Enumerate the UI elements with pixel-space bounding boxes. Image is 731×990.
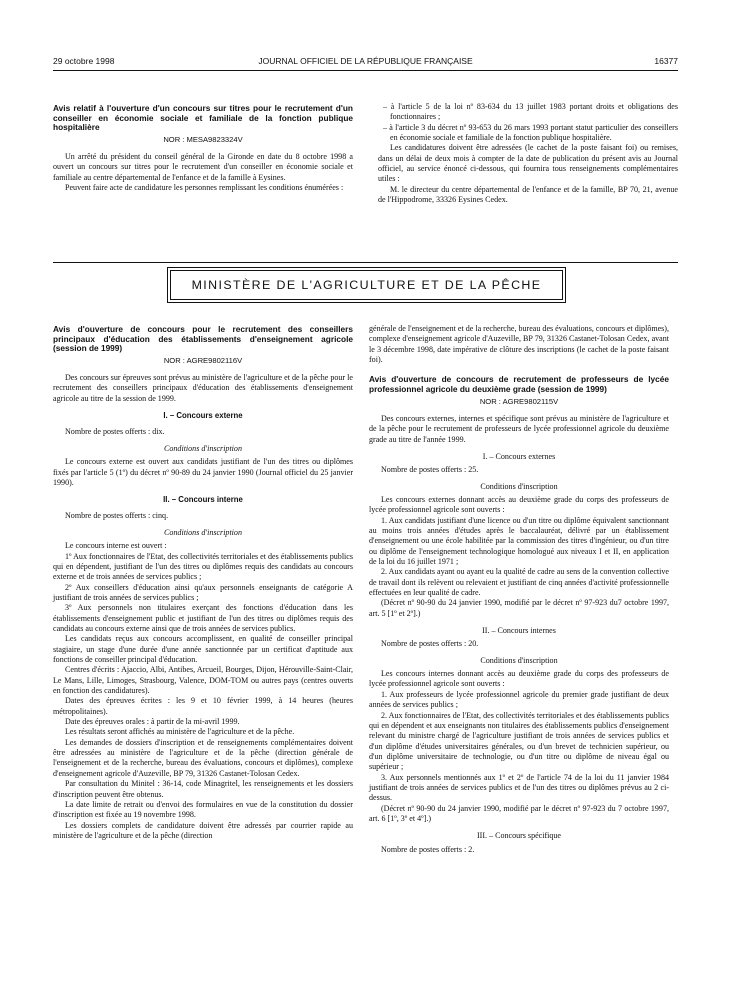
paragraph: 2º Aux conseillers d'éducation ainsi qu'aux personnels enseignants de catégorie A justifiant de trois années de services publics ; xyxy=(53,582,353,602)
paragraph: M. le directeur du centre départemental de l'enfance et de la famille, BP 70, 21, avenue de l'Hippodrome, 33326 Eysines Cedex. xyxy=(378,184,678,205)
subsection-title: Conditions d'inscription xyxy=(480,655,558,665)
paragraph: 2. Aux fonctionnaires de l'Etat, des collectivités territoriales et des établissements publics qui en dépendent et aux enseignants non titulaires des établissements publics d'enseignement relevant du ministre chargé de l'agriculture justifiant de trois années de services publics et d'un diplôme d'études universitaires générales, ou d'un brevet de technicien supérieur, ou d'un diplôme universitaire de technologie, ou d'un titre ou diplôme de niveau égal ou supérieur ; xyxy=(369,710,669,772)
nor-reference: NOR : AGRE9802115V xyxy=(479,396,559,406)
notice-heading: Avis d'ouverture de concours de recrutement de professeurs de lycée professionnel agricole du deuxième grade (session de 1999) xyxy=(369,374,669,394)
paragraph: Peuvent faire acte de candidature les personnes remplissant les conditions énumérées : xyxy=(65,183,344,193)
paragraph: Les dossiers complets de candidature doivent être adressés par courrier rapide au ministère de l'agriculture et de la pêche (direction xyxy=(53,820,353,840)
paragraph: Date des épreuves orales : à partir de la mi-avril 1999. xyxy=(65,717,240,727)
nor-reference: NOR : MESA9823324V xyxy=(163,134,243,144)
paragraph: Les concours internes donnant accès au deuxième grade du corps des professeurs de lycée professionnel agricole sont ouverts : xyxy=(369,669,669,689)
header-journal-title: JOURNAL OFFICIEL DE LA RÉPUBLIQUE FRANÇAISE xyxy=(258,56,473,66)
top-right-column xyxy=(378,102,678,205)
paragraph: Des concours externes, internes et spécifique sont prévus au ministère de l'agriculture et de la pêche pour le recrutement de professeurs de lycée professionnel agricole du deuxième grade au titre de l'année 1999. xyxy=(369,413,669,444)
paragraph: Nombre de postes offerts : 2. xyxy=(381,844,475,854)
nor-reference: NOR : AGRE9802116V xyxy=(163,355,243,365)
section-title: I. – Concours externe xyxy=(163,411,243,421)
ministry-title: MINISTÈRE DE L'AGRICULTURE ET DE LA PÊCHE xyxy=(191,278,542,292)
paragraph: 1. Aux candidats justifiant d'une licence ou d'un titre ou diplôme équivalent sanctionnant au moins trois années d'études après le baccalauréat, délivré par un établissement d'enseignement ou une école habilitée par la commission des titres d'ingénieur, ou d'un titre ou diplôme de l'enseignement technologique homologué aux niveaux I et II, en application de la loi du 16 juillet 1971 ; xyxy=(369,515,669,567)
section-title: III. – Concours spécifique xyxy=(476,831,562,841)
notice-heading: Avis relatif à l'ouverture d'un concours sur titres pour le recrutement d'un conseiller en économie sociale et familiale de la fonction publique hospitalière xyxy=(53,103,353,133)
paragraph: Nombre de postes offerts : 20. xyxy=(381,639,479,649)
paragraph: générale de l'enseignement et de la recherche, bureau des évaluations, concours et diplômes), complexe d'enseignement agricole d'Auzeville, BP 79, 31326 Castanet-Tolosan Cedex, avant le 3 décembre 1998, date impérative de clôture des inscriptions (le cachet de la poste faisant foi). xyxy=(369,324,669,365)
subsection-title: Conditions d'inscription xyxy=(480,481,558,491)
section-title: I. – Concours externes xyxy=(482,451,556,461)
bullet-item: – à l'article 3 du décret nº 93-653 du 26 mars 1993 portant statut particulier des conseillers en économie sociale et familiale de la fonction publique hospitalière. xyxy=(383,122,678,143)
subsection-title: Conditions d'inscription xyxy=(164,527,242,537)
paragraph: Centres d'écrits : Ajaccio, Albi, Antibes, Arcueil, Bourges, Dijon, Hérouville-Saint-Clair, Le Mans, Lille, Limoges, Strasbourg, Valence, DOM-TOM ou autres pays (centres ouverts en fonction des candidatures). xyxy=(53,665,353,696)
section-rule xyxy=(53,262,678,263)
notice-heading: Avis d'ouverture de concours pour le recrutement des conseillers principaux d'éducation des établissements d'enseignement agricole (session de 1999) xyxy=(53,324,353,354)
paragraph: Nombre de postes offerts : 25. xyxy=(381,465,479,475)
paragraph: Dates des épreuves écrites : les 9 et 10 février 1999, à 14 heures (heures métropolitaines). xyxy=(53,696,353,716)
paragraph: Par consultation du Minitel : 36-14, code Minagritel, les renseignements et les dossiers d'inscription peuvent être obtenus. xyxy=(53,779,353,799)
paragraph: 3. Aux personnels mentionnés aux 1º et 2º de l'article 74 de la loi du 11 janvier 1984 justifiant de trois années de services publics et de l'un des titres ou diplômes prévus au 2 ci-dessus. xyxy=(369,772,669,803)
paragraph: Les concours externes donnant accès au deuxième grade du corps des professeurs de lycée professionnel agricole sont ouverts : xyxy=(369,494,669,515)
paragraph: Un arrêté du président du conseil général de la Gironde en date du 8 octobre 1998 a ouvert un concours sur titres pour le recrutement d'un conseiller en économie sociale et familiale au centre départemental de l'enfance et de la famille à Eysines. xyxy=(53,152,353,182)
header-rule xyxy=(53,70,678,71)
paragraph: Le concours externe est ouvert aux candidats justifiant de l'un des titres ou diplômes fixés par l'article 5 (1º) du décret nº 90-89 du 24 janvier 1990 (Journal officiel du 25 janvier 1990). xyxy=(53,457,353,487)
paragraph: Les candidatures doivent être adressées (le cachet de la poste faisant foi) ou remises, dans un délai de deux mois à compter de la date de publication du présent avis au Journal officiel, au service énoncé ci-dessous, qui fournira tous renseignements complémentaires utiles : xyxy=(378,143,678,184)
paragraph: (Décret nº 90-90 du 24 janvier 1990, modifié par le décret nº 97-923 du 7 octobre 1997, art. 6 [1º, 3º et 4º].) xyxy=(369,803,669,823)
bullet-item: – à l'article 5 de la loi nº 83-634 du 13 juillet 1983 portant droits et obligations des fonctionnaires ; xyxy=(383,102,678,122)
paragraph: 1. Aux professeurs de lycée professionnel agricole du premier grade justifiant de deux années de services publics ; xyxy=(369,689,669,710)
page-header xyxy=(53,56,678,68)
paragraph: 3º Aux personnels non titulaires exerçant des fonctions d'éducation dans les établissements d'enseignement public et justifiant de l'un des titres ou diplômes requis des candidats au concours externe ainsi que de trois années de services publics. xyxy=(53,603,353,633)
paragraph: La date limite de retrait ou d'envoi des formulaires en vue de la constitution du dossier d'inscription est fixée au 19 novembre 1998. xyxy=(53,799,353,820)
paragraph: Les candidats reçus aux concours accomplissent, en qualité de conseiller principal stagiaire, un stage d'une durée d'une année sanctionnée par un certificat d'aptitude aux fonctions de conseiller principal d'éducation. xyxy=(53,634,353,665)
paragraph: 1º Aux fonctionnaires de l'Etat, des collectivités territoriales et des établissements publics qui en dépendent, justifiant de l'un des titres ou diplômes requis des candidats au concours externe et de trois années de services publics ; xyxy=(53,551,353,582)
paragraph: (Décret nº 90-90 du 24 janvier 1990, modifié par le décret nº 97-923 du7 octobre 1997, art. 5 [1º et 2º].) xyxy=(369,598,669,618)
paragraph: Nombre de postes offerts : cinq. xyxy=(65,510,169,520)
top-left-column xyxy=(53,104,353,194)
paragraph: Le concours interne est ouvert : xyxy=(65,541,167,551)
header-page-number: 16377 xyxy=(654,56,678,66)
paragraph: Nombre de postes offerts : dix. xyxy=(65,426,165,436)
header-date: 29 octobre 1998 xyxy=(53,56,115,66)
paragraph: Des concours sur épreuves sont prévus au ministère de l'agriculture et de la pêche pour le recrutement des conseillers principaux d'éducation des établissements d'enseignement agricole au titre de la session de 1999. xyxy=(53,373,353,403)
subsection-title: Conditions d'inscription xyxy=(164,443,242,453)
paragraph: Les résultats seront affichés au ministère de l'agriculture et de la pêche. xyxy=(65,727,295,737)
paragraph: 2. Aux candidats ayant ou ayant eu la qualité de cadre au sens de la convention collective de travail dont ils relèvent ou relevaient et justifiant de cinq années d'activité professionnelle effectuées en leur qualité de cadre. xyxy=(369,567,669,598)
section-title: II. – Concours internes xyxy=(482,626,556,636)
paragraph: Les demandes de dossiers d'inscription et de renseignements complémentaires doivent être adressées au ministère de l'agriculture et de la pêche (direction générale de l'enseignement et de la recherche, bureau des évaluations, concours et diplômes), complexe d'enseignement agricole d'Auzeville, BP 79, 31326 Castanet-Tolosan Cedex. xyxy=(53,737,353,778)
ministry-banner xyxy=(170,270,563,300)
section-title: II. – Concours interne xyxy=(163,495,243,505)
left-column xyxy=(53,325,353,841)
right-column xyxy=(369,324,669,855)
